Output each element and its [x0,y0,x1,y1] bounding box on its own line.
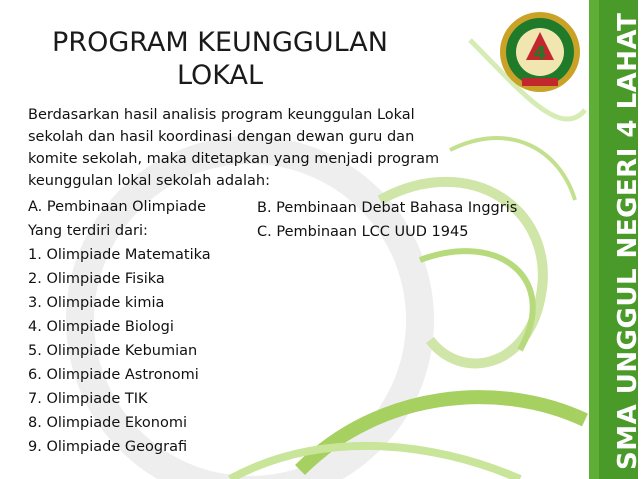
list-item: 5. Olimpiade Kebumian [28,343,198,359]
logo-ribbon [522,78,558,86]
list-item: 3. Olimpiade kimia [28,295,165,311]
list-item: C. Pembinaan LCC UUD 1945 [257,224,469,240]
list-item: 2. Olimpiade Fisika [28,271,165,287]
list-item: 6. Olimpiade Astronomi [28,367,199,383]
title-line-1: PROGRAM KEUNGGULAN [52,27,388,58]
list-item: B. Pembinaan Debat Bahasa Inggris [257,200,518,216]
list-item: 9. Olimpiade Geografi [28,439,188,455]
list-item: A. Pembinaan Olimpiade [28,199,206,215]
side-band-edge [589,0,599,479]
swirl-2 [420,251,533,350]
swirl-6 [450,138,575,200]
title-line-2: LOKAL [176,60,264,91]
list-item: 7. Olimpiade TIK [28,391,148,407]
school-name-vertical: SMA UNGGUL NEGERI 4 LAHAT [613,12,643,470]
list-item: 8. Olimpiade Ekonomi [28,415,188,431]
page-title [20,26,420,92]
left-column [28,195,258,459]
logo-numeral: 4 [533,43,547,64]
list-item: Yang terdiri dari: [28,223,148,239]
school-logo [496,8,584,96]
list-item: 4. Olimpiade Biologi [28,319,174,335]
intro-paragraph: Berdasarkan hasil analisis program keunggulan Lokal sekolah dan hasil koordinasi dengan dewan guru dan komite sekolah, maka ditetapkan yang menjadi program keunggulan lokal sekolah adalah: [28,107,440,189]
right-column [257,196,557,244]
list-item: 1. Olimpiade Matematika [28,247,211,263]
